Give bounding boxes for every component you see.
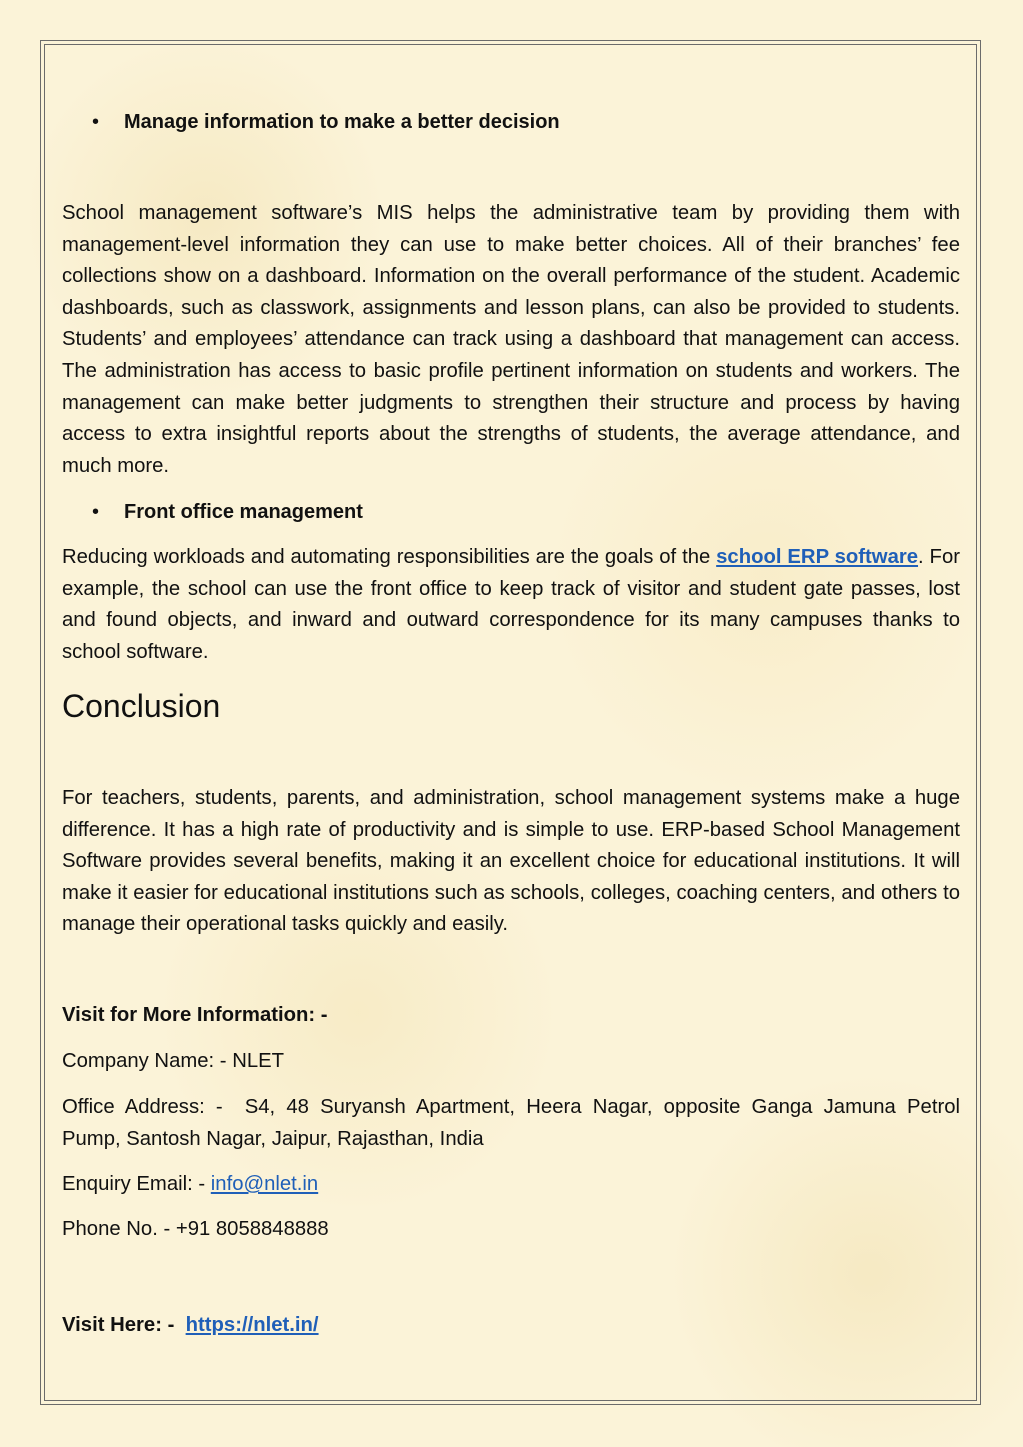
enquiry-email	[62, 1169, 960, 1201]
paragraph-mis: School management software’s MIS helps the administrative team by providing them with management-level information they can use to make better choices. All of their branches’ fee collections show on a dashboard. Information on the overall performance of the student. Academic dashboards, such as classwork, assignments and lesson plans, can also be provided to students. Students’ and employees’ attendance can track using a dashboard that management can access. The administration has access to basic profile pertinent information on students and workers. The management can make better judgments to strengthen their structure and process by having access to extra insightful reports about the strengths of students, the average attendance, and much more.	[62, 202, 960, 477]
visit-here	[62, 1310, 960, 1342]
paragraph-front-office-end: . For example, the school can use the front office to keep track of visitor and student gate passes, lost and found objects, and inward and outward correspondence for its many campuses thanks to school software.	[62, 546, 960, 663]
paragraph-conclusion: For teachers, students, parents, and administration, school management systems make a huge difference. It has a high rate of productivity and is simple to use. ERP-based School Management Software provides several benefits, making it an excellent choice for educational institutions. It will make it easier for educational institutions such as schools, colleges, coaching centers, and others to manage their operational tasks quickly and easily.	[62, 787, 960, 936]
bullet-text: Manage information to make a better decision	[124, 111, 560, 133]
visit-more-information-heading: Visit for More Information: -	[62, 1004, 328, 1026]
office-address-value: S4, 48 Suryansh Apartment, Heera Nagar, opposite Ganga Jamuna Petrol Pump, Santosh Nagar, Jaipur, Rajasthan, India	[62, 1096, 960, 1150]
phone-number: Phone No. - +91 8058848888	[62, 1218, 329, 1240]
bullet-icon: •	[92, 501, 100, 523]
company-name: Company Name: - NLET	[62, 1050, 285, 1072]
website-link[interactable]: https://nlet.in/	[185, 1314, 319, 1336]
office-address-label: Office Address: -	[62, 1096, 223, 1118]
paragraph-front-office	[62, 542, 960, 668]
bullet-text: Front office management	[124, 501, 363, 523]
conclusion-heading: Conclusion	[62, 688, 221, 724]
visit-here-label: Visit Here: -	[62, 1314, 175, 1336]
paragraph-front-office-start: Reducing workloads and automating responsibilities are the goals of the	[62, 546, 717, 568]
email-link[interactable]: info@nlet.in	[210, 1173, 319, 1195]
school-erp-software-link[interactable]: school ERP software	[716, 546, 919, 568]
bullet-icon: •	[92, 111, 100, 133]
enquiry-email-label: Enquiry Email: -	[62, 1173, 206, 1195]
office-address	[62, 1092, 960, 1155]
